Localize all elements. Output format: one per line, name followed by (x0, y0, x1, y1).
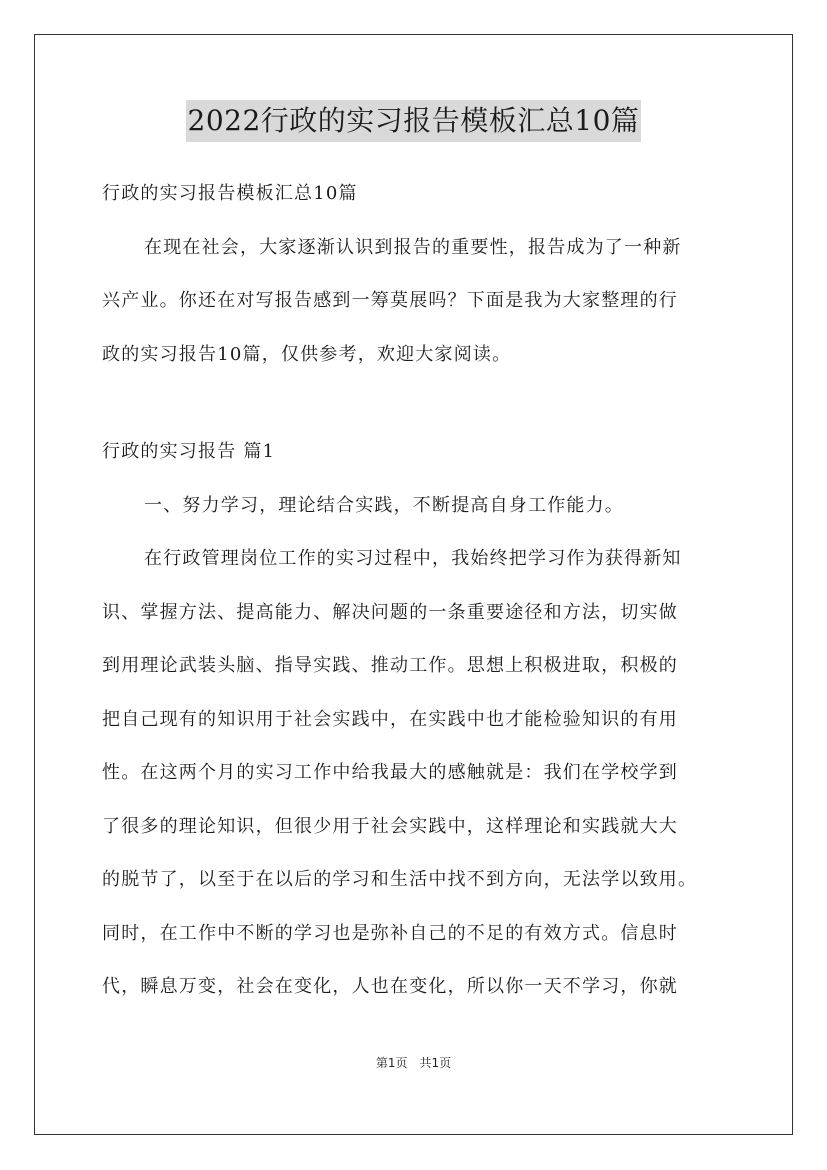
body-line: 代，瞬息万变，社会在变化，人也在变化，所以你一天不学习，你就 (102, 976, 678, 997)
body-line: 识、掌握方法、提高能力、解决问题的一条重要途径和方法，切实做 (102, 601, 678, 623)
page-total: 共1页 (419, 1056, 452, 1070)
page-number: 第1页 (375, 1056, 408, 1070)
body-line: 性。在这两个月的实习工作中给我最大的感触就是：我们在学校学到 (102, 762, 678, 783)
document-body (102, 178, 742, 1025)
document-title: 2022行政的实习报告模板汇总10篇 (186, 100, 642, 142)
document-subtitle: 行政的实习报告模板汇总10篇 (102, 183, 358, 204)
body-line: 到用理论武装头脑、指导实践、推动工作。思想上积极进取，积极的 (102, 655, 678, 676)
intro-line: 在现在社会，大家逐渐认识到报告的重要性，报告成为了一种新 (144, 236, 682, 258)
body-line: 同时，在工作中不断的学习也是弥补自己的不足的有效方式。信息时 (102, 922, 678, 944)
paragraph-gap (102, 392, 742, 436)
title-container (0, 100, 827, 142)
intro-line: 兴产业。你还在对写报告感到一筹莫展吗？下面是我为大家整理的行 (102, 290, 678, 311)
body-line: 的脱节了，以至于在以后的学习和生活中找不到方向，无法学以致用。 (102, 869, 698, 890)
body-line: 了很多的理论知识，但很少用于社会实践中，这样理论和实践就大大 (102, 815, 678, 837)
body-line: 在行政管理岗位工作的实习过程中，我始终把学习作为获得新知 (144, 548, 682, 569)
section-heading: 行政的实习报告 篇1 (102, 441, 276, 462)
intro-line: 政的实习报告10篇，仅供参考，欢迎大家阅读。 (102, 343, 512, 365)
body-line: 把自己现有的知识用于社会实践中，在实践中也才能检验知识的有用 (102, 708, 678, 730)
page-footer (0, 1054, 827, 1071)
point-one: 一、努力学习，理论结合实践，不断提高自身工作能力。 (144, 494, 624, 516)
